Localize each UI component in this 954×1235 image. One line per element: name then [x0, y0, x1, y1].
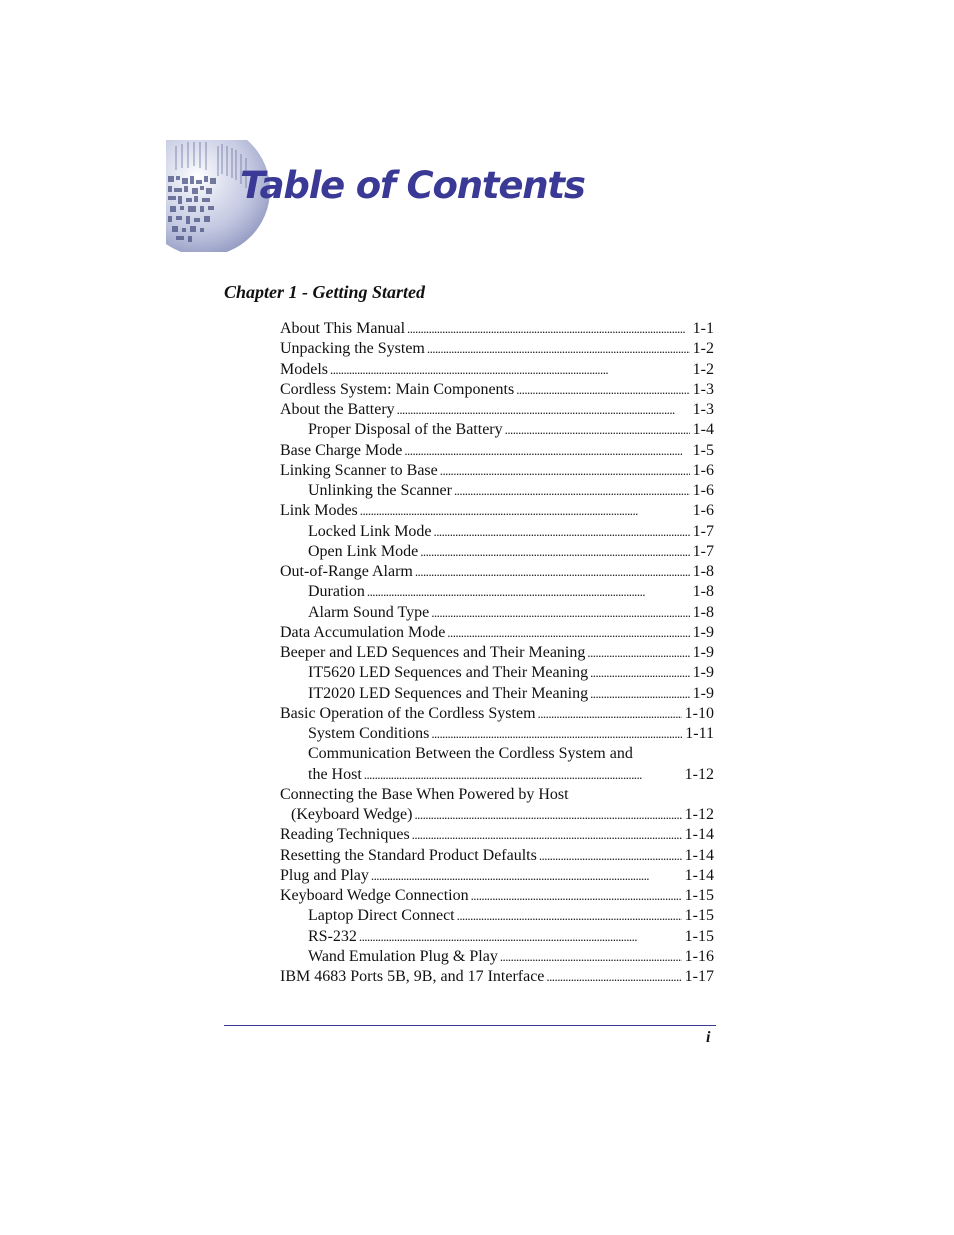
toc-entry	[280, 704, 714, 724]
toc-entry-page: 1-15	[684, 887, 714, 904]
toc-entry	[280, 805, 714, 825]
toc-entry-page: 1-11	[685, 725, 714, 742]
toc-entry-title: the Host	[308, 765, 362, 783]
toc-entry-title: Connecting the Base When Powered by Host	[280, 785, 569, 803]
toc-entry	[280, 927, 714, 947]
toc-entry-page: 1-12	[684, 806, 714, 823]
toc-entry-page: 1-7	[692, 542, 714, 560]
dot-leader	[538, 704, 682, 724]
toc-entry-title: System Conditions	[308, 725, 430, 742]
dot-leader	[415, 562, 690, 582]
toc-entry-page: 1-9	[692, 623, 714, 641]
toc-entry-title: RS-232	[308, 927, 357, 945]
toc-entry-title: Reading Techniques	[280, 826, 410, 844]
page-title: Table of Contents	[240, 164, 585, 207]
toc-entry	[280, 319, 714, 339]
toc-entry-title: Unpacking the System	[280, 340, 425, 358]
toc-entry-page: 1-14	[684, 846, 714, 864]
dot-leader	[427, 339, 690, 359]
toc-entry	[280, 400, 714, 420]
toc-entry-title: IBM 4683 Ports 5B, 9B, and 17 Interface	[280, 968, 545, 985]
toc-entry-page: 1-4	[692, 421, 714, 439]
toc-entry	[280, 785, 714, 805]
dot-leader	[587, 643, 689, 663]
toc-entry-title: About the Battery	[280, 401, 395, 418]
toc-entry-title: Proper Disposal of the Battery	[308, 421, 503, 439]
toc-entry-title: Basic Operation of the Cordless System	[280, 704, 536, 722]
toc-entry-title: Out-of-Range Alarm	[280, 563, 413, 580]
toc-entry-page: 1-9	[692, 684, 714, 702]
toc-entry	[280, 339, 714, 359]
dot-leader	[500, 947, 682, 967]
toc-entry	[280, 582, 714, 602]
toc-entry-title: Unlinking the Scanner	[308, 482, 452, 499]
toc-entry-page: 1-1	[692, 320, 714, 337]
toc-entry-title: Communication Between the Cordless System and	[308, 745, 633, 763]
toc-entry	[280, 663, 714, 683]
toc-entry-page: 1-5	[692, 441, 714, 459]
toc-entry-page: 1-8	[692, 603, 714, 621]
toc-entry-page: 1-9	[692, 664, 714, 682]
toc-entry	[280, 603, 714, 623]
dot-leader	[471, 886, 682, 906]
toc-entry-title: (Keyboard Wedge)	[291, 806, 413, 823]
toc-entry	[280, 522, 714, 542]
dot-leader	[404, 441, 689, 461]
footer-rule	[224, 1025, 716, 1026]
toc-entry	[280, 461, 714, 481]
toc-entry	[280, 724, 714, 744]
toc-entry-page: 1-16	[684, 947, 714, 965]
toc-entry-page: 1-8	[692, 563, 714, 580]
dot-leader	[367, 582, 690, 602]
dot-leader	[440, 461, 690, 481]
toc-entry	[280, 866, 714, 886]
table-of-contents	[280, 319, 714, 987]
toc-entry-title: Open Link Mode	[308, 542, 419, 560]
toc-entry-page: 1-6	[692, 502, 714, 520]
dot-leader	[359, 927, 682, 947]
toc-entry	[280, 643, 714, 663]
dot-leader	[414, 805, 681, 825]
toc-entry-page: 1-14	[684, 866, 714, 884]
toc-entry-title: Link Modes	[280, 502, 358, 520]
toc-entry	[280, 380, 714, 400]
toc-entry-page: 1-6	[692, 461, 714, 479]
dot-leader	[539, 846, 682, 866]
toc-entry-page: 1-17	[684, 968, 714, 985]
toc-entry-page: 1-15	[684, 907, 714, 925]
dot-leader	[457, 906, 682, 926]
toc-entry-page: 1-14	[684, 826, 714, 844]
dot-leader	[371, 866, 682, 886]
toc-entry-title: Resetting the Standard Product Defaults	[280, 846, 537, 864]
toc-entry-title: Keyboard Wedge Connection	[280, 887, 469, 904]
dot-leader	[420, 542, 689, 562]
toc-entry-title: Models	[280, 360, 328, 378]
toc-entry	[280, 623, 714, 643]
dot-leader	[364, 765, 682, 785]
toc-entry-title: Wand Emulation Plug & Play	[308, 947, 498, 965]
page-number: i	[706, 1029, 711, 1046]
toc-entry	[280, 765, 714, 785]
dot-leader	[431, 603, 689, 623]
toc-entry	[280, 542, 714, 562]
dot-leader	[546, 967, 681, 987]
toc-entry-title: Locked Link Mode	[308, 522, 432, 540]
toc-entry-title: Beeper and LED Sequences and Their Meaning	[280, 644, 586, 661]
dot-leader	[431, 724, 682, 744]
toc-entry-title: Plug and Play	[280, 866, 369, 884]
toc-entry-page: 1-7	[692, 522, 714, 540]
toc-entry	[280, 481, 714, 501]
toc-entry	[280, 846, 714, 866]
dot-leader	[590, 684, 690, 704]
toc-entry-page: 1-12	[684, 765, 714, 783]
toc-entry-page: 1-3	[692, 380, 714, 398]
toc-entry-page: 1-2	[692, 360, 714, 378]
dot-leader	[434, 522, 690, 542]
toc-entry	[280, 906, 714, 926]
dot-leader	[330, 360, 690, 380]
toc-entry	[280, 744, 714, 764]
toc-entry	[280, 684, 714, 704]
toc-entry-title: Laptop Direct Connect	[308, 907, 455, 925]
dot-leader	[407, 319, 690, 339]
toc-entry	[280, 967, 714, 987]
toc-entry	[280, 441, 714, 461]
toc-entry-title: Data Accumulation Mode	[280, 623, 446, 641]
toc-entry	[280, 420, 714, 440]
toc-entry-title: Duration	[308, 583, 365, 601]
toc-entry-page: 1-15	[684, 927, 714, 945]
toc-entry-page: 1-9	[692, 644, 714, 661]
toc-entry	[280, 501, 714, 521]
toc-entry-title: IT5620 LED Sequences and Their Meaning	[308, 664, 589, 682]
toc-entry-title: Alarm Sound Type	[308, 603, 430, 621]
dot-leader	[454, 481, 690, 501]
dot-leader	[590, 663, 690, 683]
dot-leader	[412, 825, 682, 845]
dot-leader	[516, 380, 689, 400]
chapter-heading: Chapter 1 - Getting Started	[224, 282, 426, 302]
toc-entry	[280, 825, 714, 845]
toc-entry-page: 1-6	[692, 482, 714, 499]
dot-leader	[447, 623, 689, 643]
toc-entry	[280, 360, 714, 380]
toc-entry-page: 1-8	[692, 583, 714, 601]
toc-entry-title: Linking Scanner to Base	[280, 461, 438, 479]
toc-entry-title: IT2020 LED Sequences and Their Meaning	[308, 684, 589, 702]
toc-entry-title: About This Manual	[280, 320, 406, 337]
dot-leader	[360, 501, 690, 521]
toc-entry	[280, 886, 714, 906]
dot-leader	[397, 400, 690, 420]
toc-entry-title: Cordless System: Main Components	[280, 380, 515, 398]
dot-leader	[505, 420, 690, 440]
toc-entry	[280, 947, 714, 967]
toc-entry	[280, 562, 714, 582]
toc-entry-page: 1-2	[692, 340, 714, 358]
toc-entry-title: Base Charge Mode	[280, 441, 403, 459]
toc-entry-page: 1-3	[692, 401, 714, 418]
toc-entry-page: 1-10	[684, 704, 714, 722]
